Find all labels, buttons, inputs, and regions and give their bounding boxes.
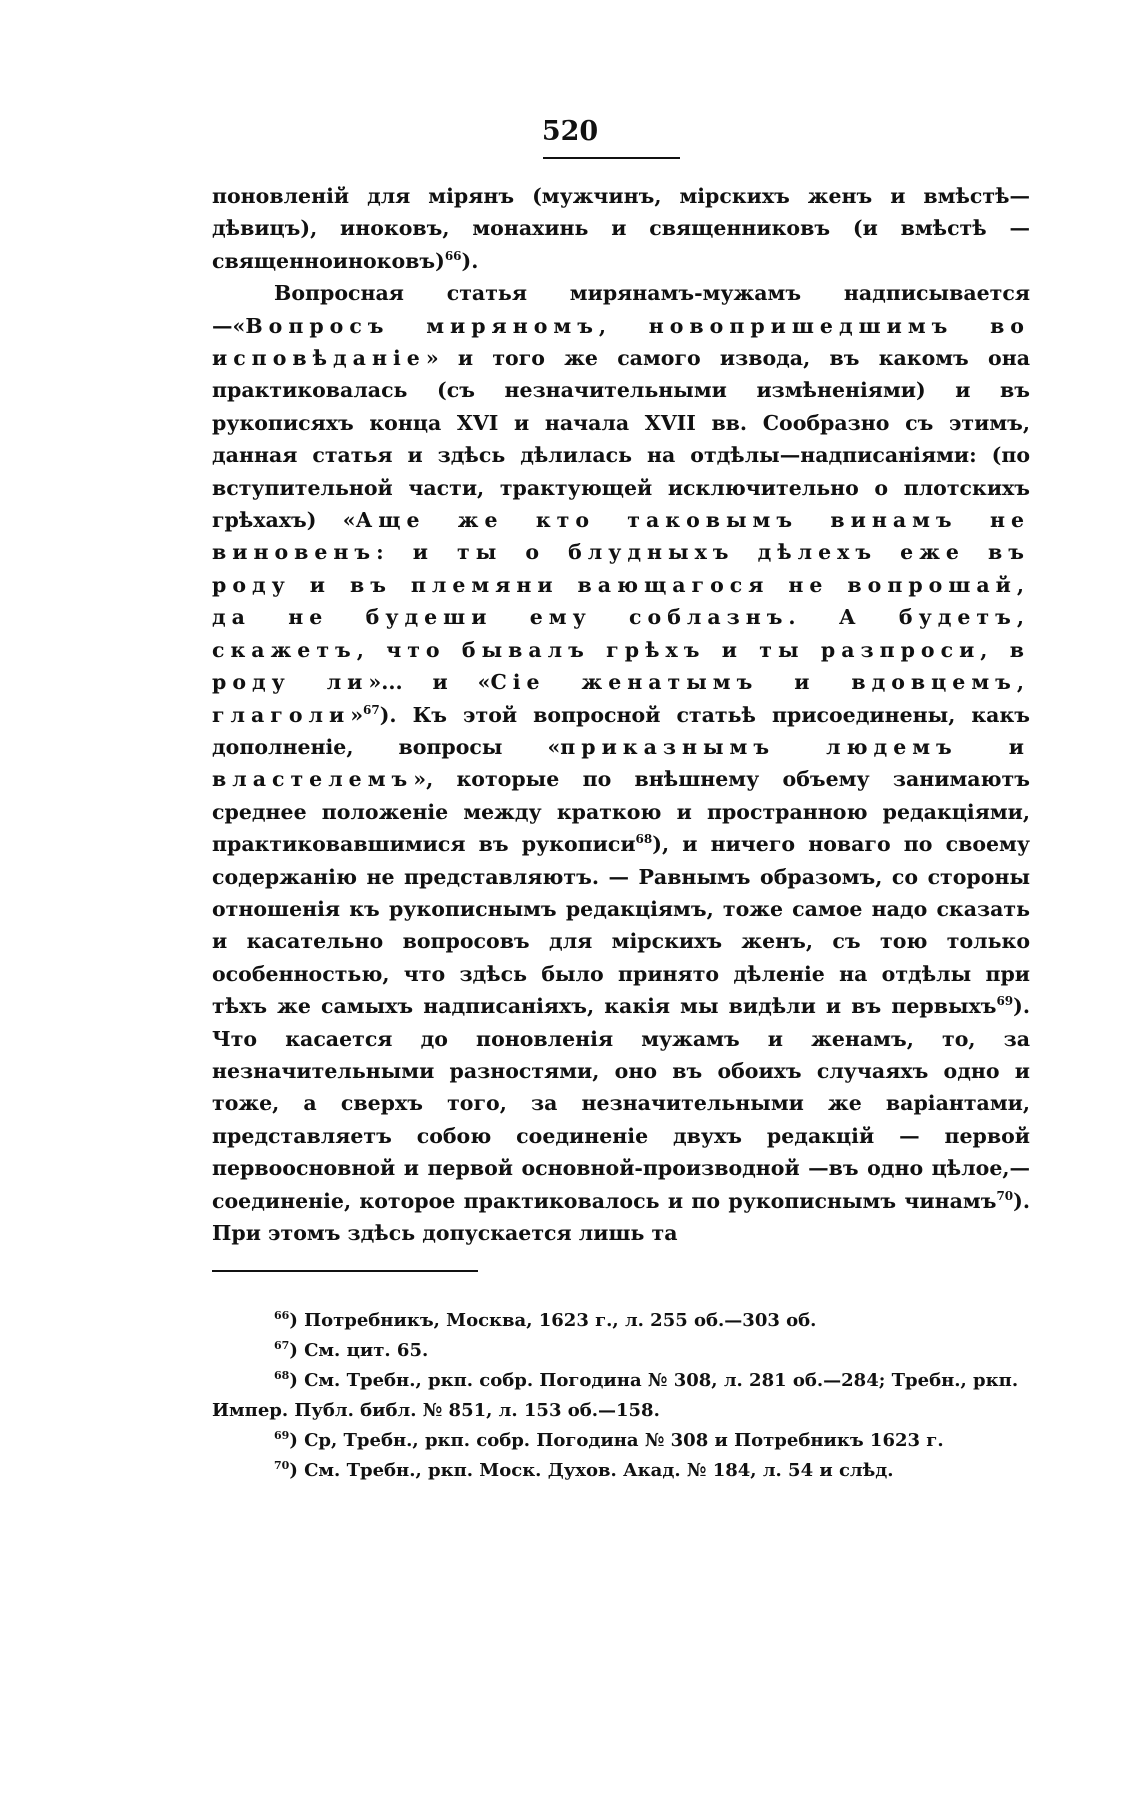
footnote-text: ) См. Требн., ркп. собр. Погодина № 308, л. 281 об.—284; Требн., ркп. Импер. Публ. библ. № 851, л. 153 об.—158.	[212, 1370, 1019, 1421]
page-number: 520	[541, 116, 599, 147]
paragraph-2-part-h: ). Къ этой вопросной статьѣ присоединены, какъ дополненіе, вопросы «	[212, 702, 1030, 759]
footnotes	[212, 1306, 1030, 1486]
footnote-ref-67: 67	[363, 702, 380, 717]
footnote-text: ) Ср, Требн., ркп. собр. Погодина № 308 и Потребникъ 1623 г.	[289, 1430, 944, 1451]
footnote-text: ) Потребникъ, Москва, 1623 г., л. 255 об.—303 об.	[289, 1310, 817, 1331]
footnote-mark: 66	[274, 1309, 290, 1322]
footnote-mark: 68	[274, 1369, 290, 1382]
paragraph-2-part-l: ). Что касается до поновленія мужамъ и женамъ, то, за незначительными разностями, оно въ обоихъ случаяхъ одно и тоже, а сверхъ того, за незначительными же варіантами, представляетъ собою соединеніе двухъ редакцій — первой первоосновной и первой основной-производной —въ одно цѣлое,—соединеніе, которое практиковалось и по рукописнымъ чинамъ	[212, 994, 1030, 1213]
paragraph-2-part-k: ), и ничего новаго по своему содержанію не представляютъ. — Равнымъ образомъ, со стороны отношенія къ рукописнымъ редакціямъ, тоже самое надо сказать и касательно вопросовъ для мірскихъ женъ, съ тою только особенностью, что здѣсь было принято дѣленіе на отдѣлы при тѣхъ же самыхъ надписаніяхъ, какія мы видѣли и въ первыхъ	[212, 832, 1030, 1019]
footnote-mark: 67	[274, 1339, 290, 1352]
footnote-69	[212, 1426, 1030, 1456]
footnote-text: ) См. Требн., ркп. Моск. Духов. Акад. № 184, л. 54 и слѣд.	[289, 1460, 894, 1481]
paragraph-1-end: ).	[461, 248, 479, 273]
paragraph-2-part-a: Вопросная статья мирянамъ-мужамъ надписывается—«	[212, 281, 1030, 338]
footnote-66	[212, 1306, 1030, 1336]
paragraph-2-part-m: ). При этомъ здѣсь допускается лишь та	[212, 1188, 1030, 1245]
paragraph-2-part-c: » и того же самого извода, въ какомъ она практиковалась (съ незначительными измѣненіями) и въ рукописяхъ конца XVI и начала XVII вв. Сообразно съ этимъ, данная статья и здѣсь дѣлилась на отдѣлы—надписаніями: (по вступительной части, трактующей исключительно о плотскихъ грѣхахъ) «	[212, 346, 1030, 533]
footnote-text: ) См. цит. 65.	[289, 1340, 429, 1361]
paragraph-2-part-g: »	[350, 702, 364, 727]
footnote-ref-69: 69	[996, 994, 1014, 1009]
page-number-rule	[543, 157, 680, 159]
quote-officials: приказнымъ людемъ и властелемъ	[212, 734, 1030, 792]
footnote-ref-70: 70	[996, 1188, 1014, 1203]
footnote-mark: 69	[274, 1429, 290, 1442]
footnote-70	[212, 1456, 1030, 1486]
body-text	[212, 180, 1030, 1249]
quote-title-question: Вопросъ миряномъ, новопришедшимъ во исповѣданіе	[212, 313, 1030, 371]
footnote-68	[212, 1366, 1030, 1426]
footnote-ref-68: 68	[635, 832, 653, 847]
quote-fornication: Аще же кто таковымъ винамъ не виновенъ: и ты о блудныхъ дѣлехъ еже въ роду и въ племяни вающагося не вопрошай, да не будеши ему соблазнъ. А будетъ, скажетъ, что бывалъ грѣхъ и ты разпроси, в роду ли	[212, 508, 1030, 695]
footnote-67	[212, 1336, 1030, 1366]
footnote-ref-66: 66	[444, 248, 462, 263]
paragraph-1-text: поновленій для мірянъ (мужчинъ, мірскихъ женъ и вмѣстѣ—дѣвицъ), иноковъ, монахинь и священниковъ (и вмѣстѣ — священноиноковъ)	[212, 184, 1030, 273]
paragraph-2-part-j: », которые по внѣшнему объему занимаютъ среднее положеніе между краткою и пространною редакціями, практиковавшимися въ рукописи	[212, 767, 1030, 857]
paragraph-2	[212, 277, 1030, 1249]
paragraph-1	[212, 180, 1030, 277]
footnote-mark: 70	[274, 1459, 290, 1472]
paragraph-2-part-e: »... и «	[368, 670, 491, 695]
quote-married: Сіе женатымъ и вдовцемъ, глаголи	[212, 670, 1031, 727]
footnote-rule	[212, 1270, 478, 1272]
